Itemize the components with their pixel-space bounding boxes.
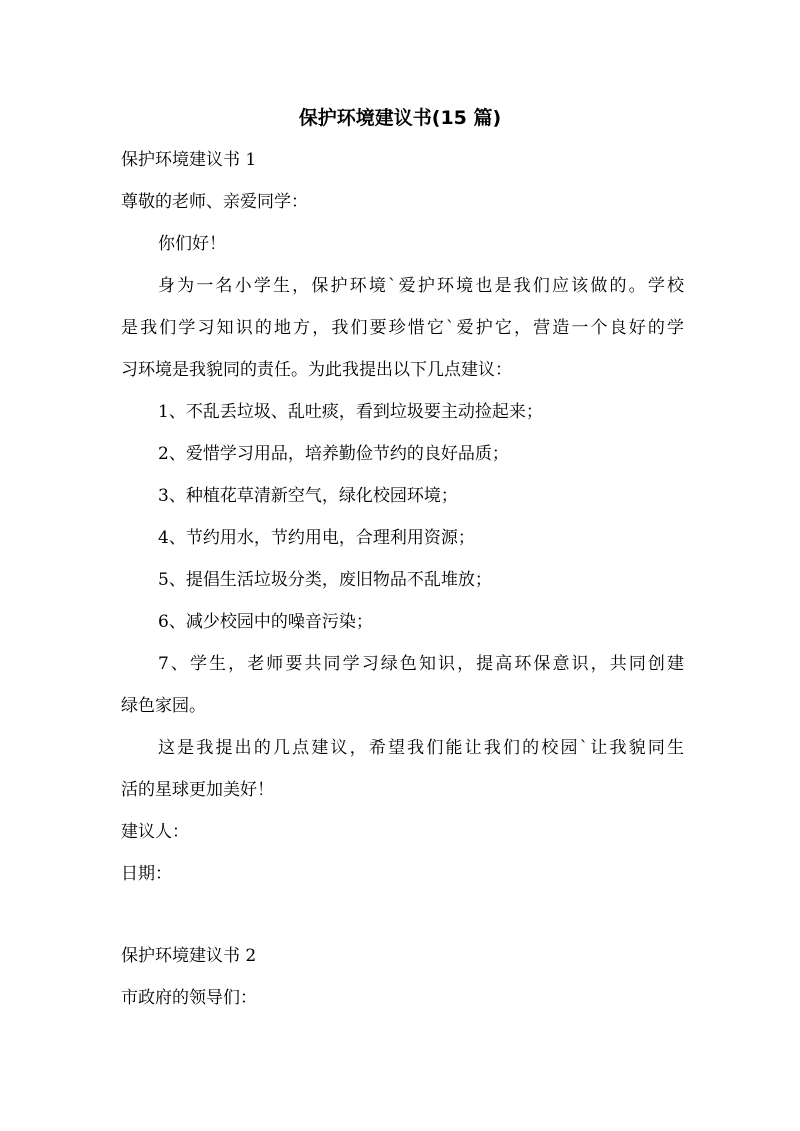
- suggestion-item-7-line-1: 7、学生，老师要共同学习绿色知识，提高环保意识，共同创建: [158, 654, 684, 674]
- letter1-heading: 保护环境建议书 1: [121, 150, 257, 170]
- letter2-heading: 保护环境建议书 2: [121, 946, 257, 966]
- suggestion-item-7-line-2: 绿色家园。: [121, 696, 206, 716]
- suggestion-item-4: 4、节约用水，节约用电，合理利用资源；: [158, 528, 475, 548]
- letter1-greeting: 你们好！: [158, 234, 226, 254]
- letter1-intro-line-2: 是我们学习知识的地方，我们要珍惜它`爱护它，营造一个良好的学: [121, 318, 684, 338]
- letter1-salutation: 尊敬的老师、亲爱同学：: [121, 192, 308, 212]
- suggestion-item-6: 6、减少校园中的噪音污染；: [158, 612, 373, 632]
- letter1-intro-line-3: 习环境是我貌同的责任。为此我提出以下几点建议：: [121, 360, 512, 380]
- document-title: 保护环境建议书(15 篇): [298, 107, 502, 129]
- letter1-intro-line-1: 身为一名小学生，保护环境`爱护环境也是我们应该做的。学校: [158, 276, 684, 296]
- suggestion-item-1: 1、不乱丢垃圾、乱吐痰，看到垃圾要主动捡起来；: [158, 402, 543, 422]
- proposer-label: 建议人：: [121, 822, 189, 842]
- letter1-closing-line-2: 活的星球更加美好！: [121, 780, 274, 800]
- date-label: 日期：: [121, 864, 172, 884]
- letter1-closing-line-1: 这是我提出的几点建议，希望我们能让我们的校园`让我貌同生: [158, 738, 684, 758]
- suggestion-item-2: 2、爱惜学习用品，培养勤俭节约的良好品质；: [158, 444, 509, 464]
- suggestion-item-3: 3、种植花草清新空气，绿化校园环境；: [158, 486, 458, 506]
- letter2-salutation: 市政府的领导们：: [121, 988, 257, 1008]
- suggestion-item-5: 5、提倡生活垃圾分类，废旧物品不乱堆放；: [158, 570, 492, 590]
